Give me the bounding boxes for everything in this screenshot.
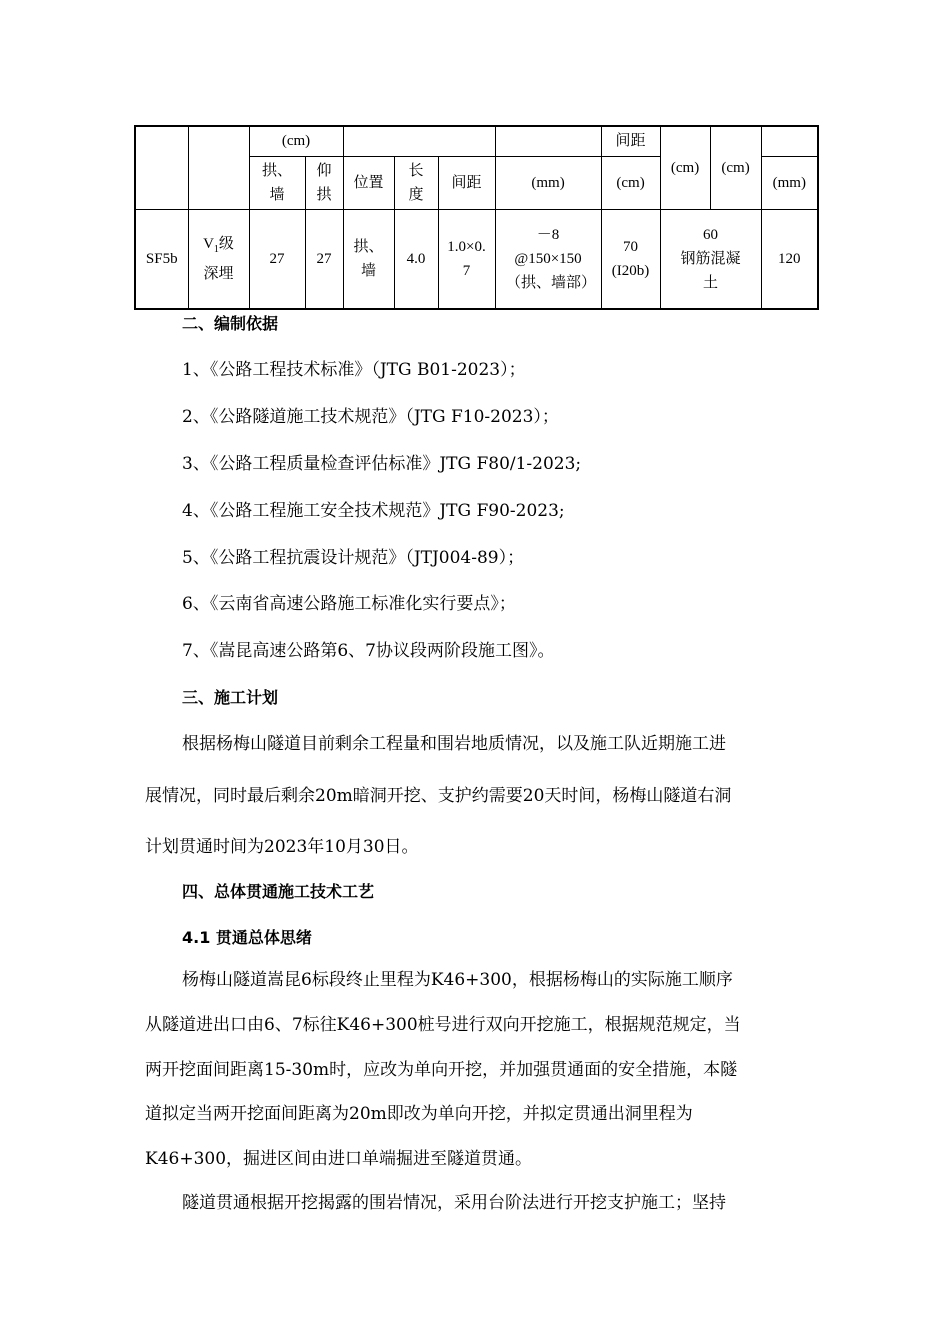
table-cell <box>188 126 249 209</box>
table-cell: 仰拱 <box>305 156 343 209</box>
list-item: 7、《嵩昆高速公路第6、7协议段两阶段施工图》。 <box>182 641 555 661</box>
list-item: 4、《公路工程施工安全技术规范》JTG F90-2023; <box>182 501 565 521</box>
support-parameter-table <box>134 125 819 310</box>
paragraph-line: 隧道贯通根据开挖揭露的围岩情况，采用台阶法进行开挖支护施工；坚持 <box>182 1193 726 1213</box>
table-cell: 长度 <box>394 156 438 209</box>
table-cell: 27 <box>249 209 305 309</box>
table-cell: －8 @150×150 （拱、墙部） <box>495 209 601 309</box>
table-row <box>135 209 818 309</box>
table-cell: (mm) <box>761 156 818 209</box>
table-cell: SF5b <box>135 209 188 309</box>
table-cell: 60 钢筋混凝土 <box>660 209 761 309</box>
table-cell: 拱、墙 <box>343 209 394 309</box>
list-item: 3、《公路工程质量检查评估标准》JTG F80/1-2023; <box>182 454 582 474</box>
table-cell: (mm) <box>495 156 601 209</box>
table-cell <box>761 126 818 156</box>
table-cell: 1.0×0.7 <box>438 209 495 309</box>
list-item: 1、《公路工程技术标准》（JTG B01-2023）； <box>182 360 526 380</box>
section-heading: 四、总体贯通施工技术工艺 <box>182 882 375 901</box>
table-cell: 27 <box>305 209 343 309</box>
paragraph-line: 杨梅山隧道嵩昆6标段终止里程为K46+300，根据杨梅山的实际施工顺序 <box>182 970 733 990</box>
table-header-row-1 <box>135 126 818 156</box>
table-cell <box>135 126 188 209</box>
list-item: 6、《云南省高速公路施工标准化实行要点》； <box>182 594 516 614</box>
paragraph-line: 根据杨梅山隧道目前剩余工程量和围岩地质情况，以及施工队近期施工进 <box>182 734 726 754</box>
table-cell: 120 <box>761 209 818 309</box>
subsection-heading: 4.1 贯通总体思绪 <box>182 928 312 947</box>
table-cell: (cm) <box>710 126 761 209</box>
list-item: 2、《公路隧道施工技术规范》（JTG F10-2023）； <box>182 407 559 427</box>
table-cell: 70 (I20b) <box>601 209 660 309</box>
table-cell: (cm) <box>249 126 343 156</box>
table-cell <box>343 126 495 156</box>
table-cell: (cm) <box>601 156 660 209</box>
paragraph-line: 两开挖面间距离15-30m时，应改为单向开挖，并加强贯通面的安全措施，本隧 <box>145 1060 738 1080</box>
table-cell: 位置 <box>343 156 394 209</box>
table-cell: 4.0 <box>394 209 438 309</box>
table-cell: 间距 <box>438 156 495 209</box>
section-heading: 二、编制依据 <box>182 314 279 333</box>
table-cell: $V_1$级 深埋 <box>188 209 249 309</box>
table-cell <box>495 126 601 156</box>
table-cell: 间距 <box>601 126 660 156</box>
paragraph-line: 道拟定当两开挖面间距离为20m即改为单向开挖，并拟定贯通出洞里程为 <box>145 1104 693 1124</box>
paragraph-line: 计划贯通时间为2023年10月30日。 <box>145 837 419 857</box>
table-cell: 拱、墙 <box>249 156 305 209</box>
paragraph-line: 展情况，同时最后剩余20m暗洞开挖、支护约需要20天时间，杨梅山隧道右洞 <box>145 786 732 806</box>
table-cell: (cm) <box>660 126 710 209</box>
list-item: 5、《公路工程抗震设计规范》（JTJ004-89）； <box>182 548 525 568</box>
paragraph-line: K46+300，掘进区间由进口单端掘进至隧道贯通。 <box>145 1149 533 1169</box>
paragraph-line: 从隧道进出口由6、7标往K46+300桩号进行双向开挖施工，根据规范规定，当 <box>145 1015 741 1035</box>
section-heading: 三、施工计划 <box>182 688 279 707</box>
